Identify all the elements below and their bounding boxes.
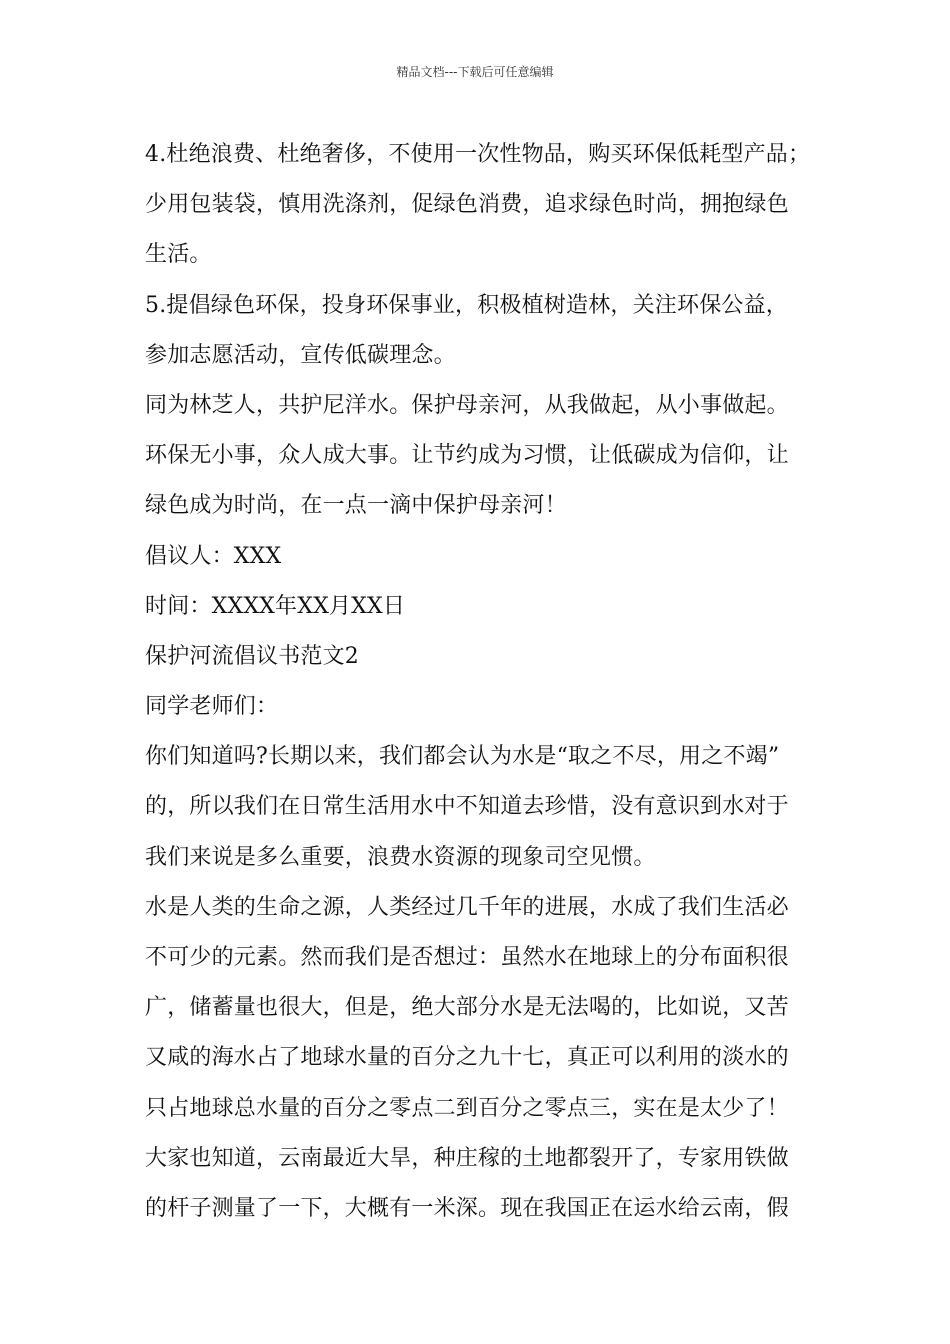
text-line: 水是人类的生命之源，人类经过几千年的进展，水成了我们生活必 [145,894,789,920]
text-line: 环保无小事，众人成大事。让节约成为习惯，让低碳成为信仰，让 [145,443,789,469]
text-line: 你们知道吗?长期以来，我们都会认为水是“取之不尽，用之不竭” [145,744,780,770]
text-line: 大家也知道，云南最近大旱，种庄稼的土地都裂开了，专家用铁做 [145,1145,789,1171]
text-line: 我们来说是多么重要，浪费水资源的现象司空见惯。 [145,844,656,870]
text-line: 广，储蓄量也很大，但是，绝大部分水是无法喝的，比如说，又苦 [145,995,789,1021]
date-line: 时间：XXXX年XX月XX日 [145,593,406,619]
text-line: 又咸的海水占了地球水量的百分之九十七，真正可以利用的淡水的 [145,1045,789,1071]
text-line: 5.提倡绿色环保，投身环保事业，积极植树造林，关注环保公益， [145,292,788,318]
text-line: 绿色成为时尚，在一点一滴中保护母亲河！ [145,493,567,519]
salutation: 同学老师们： [145,694,279,720]
section-title: 保护河流倡议书范文2 [145,643,359,669]
text-line: 同为林芝人，共护尼洋水。保护母亲河，从我做起，从小事做起。 [145,392,789,418]
text-line: 参加志愿活动，宣传低碳理念。 [145,342,456,368]
text-line: 少用包装袋，慎用洗涤剂，促绿色消费，追求绿色时尚，拥抱绿色 [145,192,789,218]
page-header: 精品文档---下载后可任意编辑 [396,65,554,79]
text-line: 的杆子测量了一下，大概有一米深。现在我国正在运水给云南，假 [145,1195,789,1221]
text-line: 的，所以我们在日常生活用水中不知道去珍惜，没有意识到水对于 [145,794,789,820]
signer-line: 倡议人：XXX [145,543,282,569]
document-body [145,130,810,1234]
text-line: 只占地球总水量的百分之零点二到百分之零点三，实在是太少了！ [145,1095,789,1121]
text-line: 4.杜绝浪费、杜绝奢侈，不使用一次性物品，购买环保低耗型产品； [145,142,811,167]
text-line: 生活。 [145,242,212,268]
text-line: 不可少的元素。然而我们是否想过：虽然水在地球上的分布面积很 [145,945,789,970]
